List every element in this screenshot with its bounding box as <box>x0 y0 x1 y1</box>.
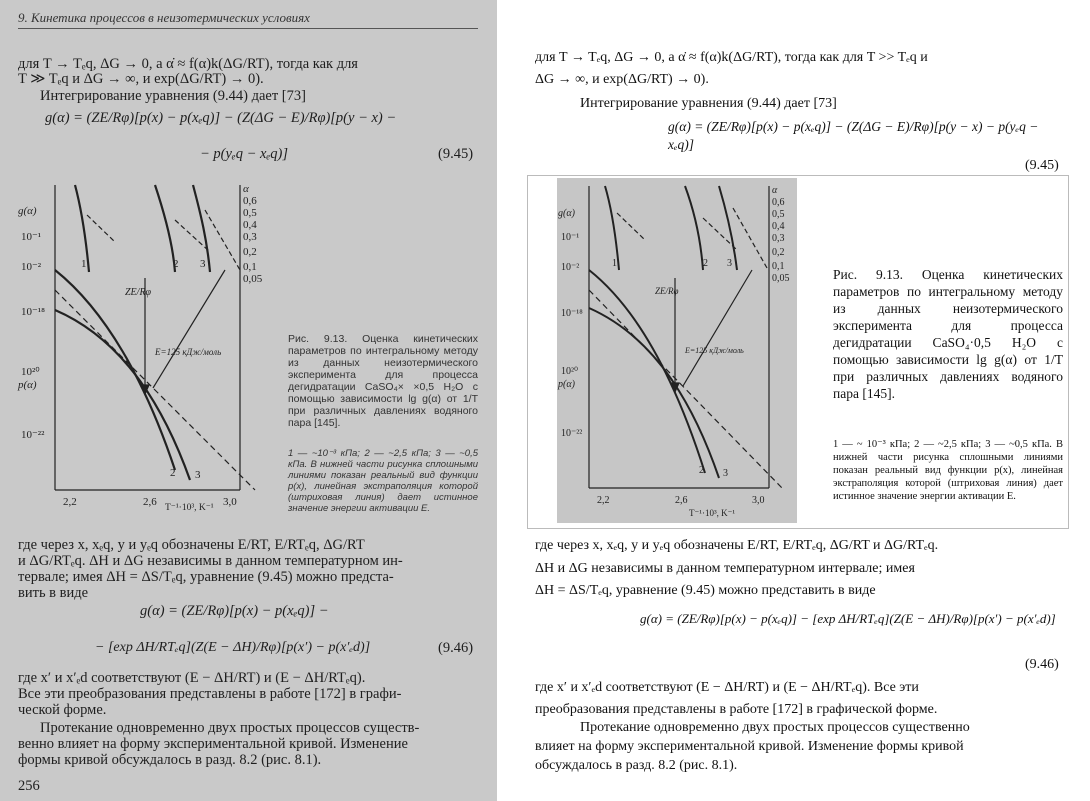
tangent-3 <box>733 208 767 268</box>
paragraph-1-line-1: для T → Tₑq, ΔG → 0, а α̇ ≈ f(α)k(ΔG/RT), тогда как для <box>18 56 358 72</box>
y-tick-4: 10²⁰ <box>21 366 40 378</box>
curve-2-top <box>155 185 175 272</box>
right-tick-5: 0,2 <box>243 246 257 258</box>
x-tick-2: 2,6 <box>675 495 688 506</box>
right-tick-0: α <box>772 185 778 196</box>
right-paragraph-5-line-2: влияет на форму экспериментальной кривой. Изменение формы кривой <box>535 739 964 754</box>
x-tick-1: 2,2 <box>63 496 77 508</box>
right-tick-7: 0,05 <box>243 273 263 285</box>
arrow-label: ZE/Rφ <box>655 286 679 296</box>
figure-caption: Рис. 9.13. Оценка кинетических параметров по интегральному методу из данных неизотермического эксперимента для процесса дегидратации CaSO₄× ×0,5 H₂O с помощью зависимости lg g(α) от 1/T при различных давлениях водяного пара [145]. <box>288 333 478 429</box>
running-header: 9. Кинетика процессов в неизотермических условиях <box>18 10 478 29</box>
curve-label-3: 3 <box>727 258 732 269</box>
right-paragraph-1-line-2: ΔG → ∞, и exp(ΔG/RT) → 0). <box>535 72 709 87</box>
extrapolation-line <box>589 290 782 488</box>
energy-label: E=125 кДж/моль <box>685 346 744 355</box>
right-equation-9-45: g(α) = (ZE/Rφ)[p(x) − p(xₑq)] − (Z(ΔG − E)/Rφ)[p(y − x) − p(yₑq − xₑq)] <box>668 119 1039 152</box>
right-figure-caption-small: 1 — ~ 10⁻³ кПа; 2 — ~2,5 кПа; 3 — ~0,5 кПа. В нижней части рисунка сплошными линиями показан реальный вид функции p(x), линейная экстраполяция которой (штриховая линия) дает истинное значение энергии активации E. <box>833 439 1063 502</box>
figure-9-13-right <box>557 178 797 523</box>
y-tick-2: 10⁻² <box>561 262 580 273</box>
right-paragraph-2: Интегрирование уравнения (9.44) дает [73] <box>580 96 837 111</box>
y-label-top: g(α) <box>18 205 37 217</box>
y-label-top: g(α) <box>558 208 575 219</box>
curve-label-bottom-3: 3 <box>195 469 201 481</box>
tangent-1 <box>87 215 115 242</box>
right-tick-0: α <box>243 183 249 195</box>
paragraph-3-line-4: вить в виде <box>18 585 89 601</box>
y-tick-5: 10⁻²² <box>561 428 583 439</box>
extrapolation-line <box>55 290 255 490</box>
curve-2-top <box>685 186 703 270</box>
diagonal-line <box>683 270 752 386</box>
equation-9-45-line-1: g(α) = (ZE/Rφ)[p(x) − p(xₑq)] − (Z(ΔG − E)/Rφ)[p(y − x) − <box>45 110 397 126</box>
page-number: 256 <box>18 778 40 794</box>
right-paragraph-3-line-3: ΔH = ΔS/Tₑq, уравнение (9.45) можно представить в виде <box>535 583 876 598</box>
paragraph-3-line-1: где через x, xₑq, y и yₑq обозначены E/RT, E/RTₑq, ΔG/RT <box>18 537 365 553</box>
curve-label-bottom-2: 2 <box>699 465 704 476</box>
equation-9-46-line-1: g(α) = (ZE/Rφ)[p(x) − p(xₑq)] − <box>140 603 329 619</box>
right-paragraph-5-line-3: обсуждалось в разд. 8.2 (рис. 8.1). <box>535 758 738 773</box>
paragraph-2: Интегрирование уравнения (9.44) дает [73] <box>40 88 306 104</box>
right-tick-4: 0,3 <box>243 231 257 243</box>
right-paragraph-4-line-2: преобразования представлены в работе [172] в графической форме. <box>535 702 938 717</box>
right-tick-1: 0,6 <box>772 197 785 208</box>
paragraph-3-line-2: и ΔG/RTₑq. ΔH и ΔG независимы в данном температурном ин- <box>18 553 403 569</box>
paragraph-1-line-2: T ≫ Tₑq и ΔG → ∞, и exp(ΔG/RT) → 0). <box>18 71 264 87</box>
figure-caption-small: 1 — ~10⁻³ кПа; 2 — ~2,5 кПа; 3 — ~0,5 кПа. В нижней части рисунка сплошными линиями показан реальный вид функции p(x), линейная экстраполяция которой (штриховая линия) дает истинное значение энергии активации E. <box>288 448 478 514</box>
y-tick-3: 10⁻¹⁸ <box>561 308 583 319</box>
equation-9-45-number: (9.45) <box>438 146 474 162</box>
x-tick-3: 3,0 <box>752 495 765 506</box>
y-label-bottom: p(α) <box>18 379 37 391</box>
curve-label-3: 3 <box>200 258 206 270</box>
curve-label-bottom-2: 2 <box>170 467 176 479</box>
paragraph-3-line-3: тервале; имея ΔH = ΔS/Tₑq, уравнение (9.45) можно предста- <box>18 569 394 585</box>
x-tick-3: 3,0 <box>223 496 237 508</box>
right-tick-5: 0,2 <box>772 247 785 258</box>
x-tick-2: 2,6 <box>143 496 157 508</box>
tangent-3 <box>205 210 240 270</box>
right-tick-3: 0,4 <box>772 221 785 232</box>
paragraph-5-line-2: венно влияет на форму экспериментальной кривой. Изменение <box>18 736 408 752</box>
right-tick-1: 0,6 <box>243 195 257 207</box>
right-tick-7: 0,05 <box>772 273 790 284</box>
y-tick-1: 10⁻¹ <box>561 232 580 243</box>
x-axis-label: T⁻¹·10³, K⁻¹ <box>689 508 736 518</box>
right-equation-9-46-number: (9.46) <box>1025 657 1059 672</box>
scanned-page <box>0 0 497 801</box>
x-axis-label: T⁻¹·10³, K⁻¹ <box>165 503 214 513</box>
y-tick-2: 10⁻² <box>21 261 42 273</box>
equation-9-46-number: (9.46) <box>438 640 474 656</box>
paragraph-5-line-1: Протекание одновременно двух простых процессов существ- <box>40 720 420 736</box>
right-tick-6: 0,1 <box>243 261 257 273</box>
figure-image <box>557 178 797 523</box>
paragraph-4-line-3: ческой форме. <box>18 702 107 718</box>
curve-label-1: 1 <box>612 258 617 269</box>
curve-label-2: 2 <box>703 258 708 269</box>
x-tick-1: 2,2 <box>597 495 610 506</box>
diagonal-line <box>153 270 225 388</box>
curve-label-2: 2 <box>173 258 179 270</box>
y-label-bottom: p(α) <box>558 379 575 390</box>
right-tick-2: 0,5 <box>243 207 257 219</box>
curve-label-1: 1 <box>81 258 87 270</box>
energy-label: E=125 кДж/моль <box>155 347 222 357</box>
right-paragraph-3-line-2: ΔH и ΔG независимы в данном температурном интервале; имея <box>535 561 915 576</box>
curve-p-2 <box>55 270 175 470</box>
right-tick-2: 0,5 <box>772 209 785 220</box>
right-paragraph-1-line-1: для T → Tₑq, ΔG → 0, а α̇ ≈ f(α)k(ΔG/RT), тогда как для T >> Tₑq и <box>535 50 928 65</box>
curve-label-bottom-3: 3 <box>723 468 728 479</box>
right-equation-9-45-number: (9.45) <box>1025 158 1059 173</box>
equation-9-46-line-2: − [exp ΔH/RTₑq](Z(E − ΔH)/Rφ)[p(x′) − p(x′ₑd)] <box>95 640 371 655</box>
y-tick-1: 10⁻¹ <box>21 231 42 243</box>
paragraph-4-line-2: Все эти преобразования представлены в работе [172] в графи- <box>18 686 402 702</box>
right-tick-3: 0,4 <box>243 219 257 231</box>
tangent-1 <box>617 213 645 240</box>
right-paragraph-5-line-1: Протекание одновременно двух простых процессов существенно <box>580 720 970 735</box>
paragraph-4-line-1: где x′ и x′ₑd соответствуют (E − ΔH/RT) и (E − ΔH/RTₑq). <box>18 670 366 686</box>
right-tick-4: 0,3 <box>772 233 785 244</box>
curve-p-2 <box>589 270 705 473</box>
equation-9-45-line-2: − p(yₑq − xₑq)] <box>200 146 288 162</box>
paragraph-5-line-3: формы кривой обсуждалось в разд. 8.2 (рис. 8.1). <box>18 752 322 768</box>
arrow-label: ZE/Rφ <box>125 287 152 298</box>
figure-9-13-scan <box>15 180 277 515</box>
right-tick-6: 0,1 <box>772 261 785 272</box>
y-tick-3: 10⁻¹⁸ <box>21 306 45 318</box>
right-paragraph-3-line-1: где через x, xₑq, y и yₑq обозначены E/RT, E/RTₑq, ΔG/RT и ΔG/RTₑq. <box>535 538 939 553</box>
right-equation-9-46: g(α) = (ZE/Rφ)[p(x) − p(xₑq)] − [exp ΔH/RTₑq](Z(E − ΔH)/Rφ)[p(x′) − p(x′ₑd)] <box>640 611 1056 626</box>
curve-p-3 <box>589 308 719 478</box>
y-tick-5: 10⁻²² <box>21 429 45 441</box>
right-paragraph-4-line-1: где x′ и x′ₑd соответствуют (E − ΔH/RT) и (E − ΔH/RTₑq). Все эти <box>535 680 919 695</box>
right-figure-caption: Рис. 9.13. Оценка кинетических параметров по интегральному методу из данных неизотермического эксперимента для процесса дегидратации CaSO₄·0,5 H₂O с помощью зависимости lg g(α) от 1/T при различных давлениях водяного пара [145]. <box>833 267 1063 401</box>
y-tick-4: 10²⁰ <box>561 366 579 377</box>
